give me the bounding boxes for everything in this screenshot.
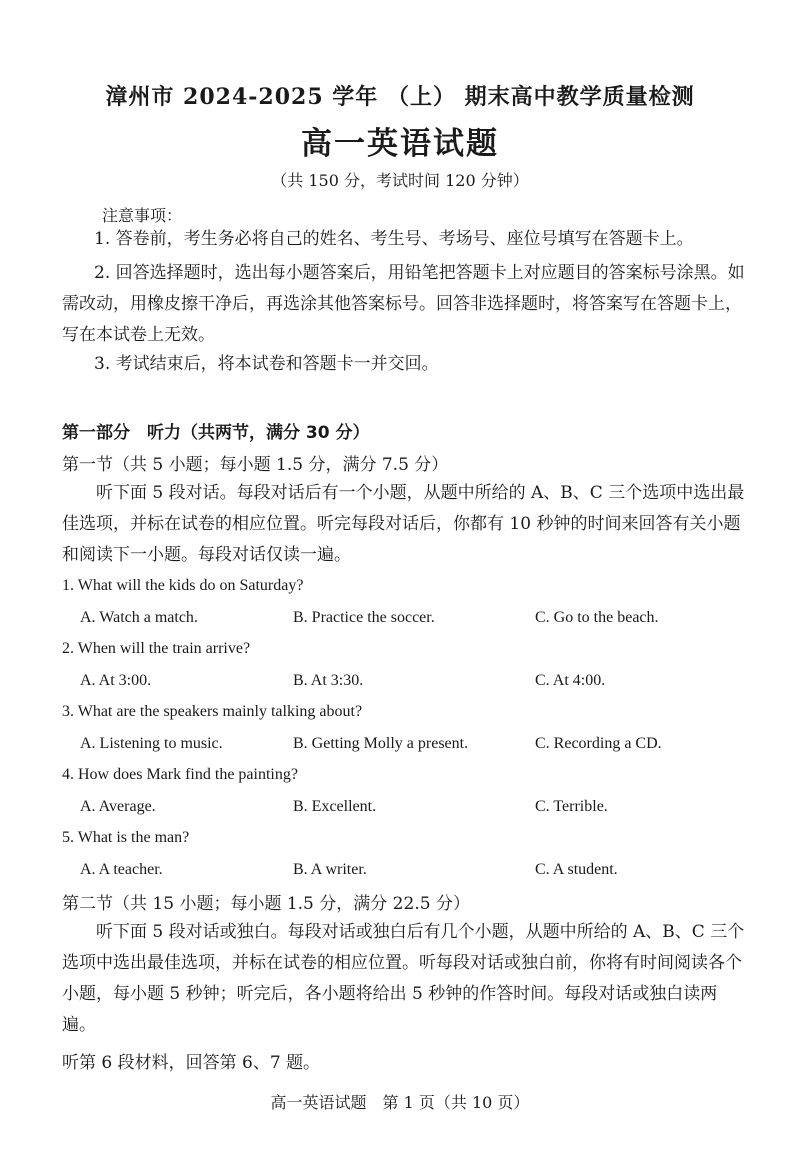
question-stem: 4. How does Mark find the painting? xyxy=(62,766,298,783)
option-c: C. Go to the beach. xyxy=(535,609,659,626)
section-title: 第二节（共 15 小题；每小题 1.5 分，满分 22.5 分） xyxy=(62,894,470,914)
notice-item: 2. 回答选择题时，选出每小题答案后，用铅笔把答题卡上对应题目的答案标号涂黑。如需改动，用橡皮擦干净后，再选涂其他答案标号。回答非选择题时，将答案写在答题卡上，写在本试卷上无效。 xyxy=(62,263,745,345)
option-c: C. At 4:00. xyxy=(535,672,606,689)
question-stem: 1. What will the kids do on Saturday? xyxy=(62,577,304,594)
section-title: 第一节（共 5 小题；每小题 1.5 分，满分 7.5 分） xyxy=(62,455,449,475)
option-a: A. Watch a match. xyxy=(80,609,198,626)
option-c: C. A student. xyxy=(535,861,618,878)
option-a: A. A teacher. xyxy=(80,861,163,878)
option-b: B. Getting Molly a present. xyxy=(293,735,469,752)
option-b: B. Practice the soccer. xyxy=(293,609,435,626)
question-stem: 5. What is the man? xyxy=(62,829,190,846)
option-c: C. Recording a CD. xyxy=(535,735,662,752)
exam-title: 高一英语试题 xyxy=(301,126,499,162)
page-footer: 高一英语试题 第 1 页（共 10 页） xyxy=(270,1093,530,1112)
notice-item: 3. 考试结束后，将本试卷和答题卡一并交回。 xyxy=(94,354,439,374)
section-instructions: 听下面 5 段对话或独白。每段对话或独白后有几个小题，从题中所给的 A、B、C 三个选项中选出最佳选项，并标在试卷的相应位置。听每段对话或独白前，你将有时间阅读各个小题，每小题 5 秒钟；听完后，各小题将给出 5 秒钟的作答时间。每段对话或独白读两遍。 xyxy=(62,922,745,1035)
material-prompt: 听第 6 段材料，回答第 6、7 题。 xyxy=(62,1053,321,1073)
notice-title: 注意事项： xyxy=(102,206,183,225)
option-a: A. Average. xyxy=(80,798,156,815)
question-stem: 2. When will the train arrive? xyxy=(62,640,251,657)
exam-subtitle: （共 150 分，考试时间 120 分钟） xyxy=(271,171,529,190)
option-a: A. At 3:00. xyxy=(80,672,152,689)
part-title: 第一部分 听力（共两节，满分 30 分） xyxy=(62,423,370,443)
question-stem: 3. What are the speakers mainly talking about? xyxy=(62,703,363,720)
section-instructions: 听下面 5 段对话。每段对话后有一个小题，从题中所给的 A、B、C 三个选项中选出最佳选项，并标在试卷的相应位置。听完每段对话后，你都有 10 秒钟的时间来回答有关小题和阅读下一小题。每段对话仅读一遍。 xyxy=(62,483,745,565)
option-b: B. At 3:30. xyxy=(293,672,364,689)
option-a: A. Listening to music. xyxy=(80,735,223,752)
exam-header: 漳州市 2024-2025 学年 （上） 期末高中教学质量检测 xyxy=(105,84,695,110)
option-c: C. Terrible. xyxy=(535,798,608,815)
notice-item: 1. 答卷前，考生务必将自己的姓名、考生号、考场号、座位号填写在答题卡上。 xyxy=(94,229,694,249)
option-b: B. A writer. xyxy=(293,861,367,878)
option-b: B. Excellent. xyxy=(293,798,377,815)
